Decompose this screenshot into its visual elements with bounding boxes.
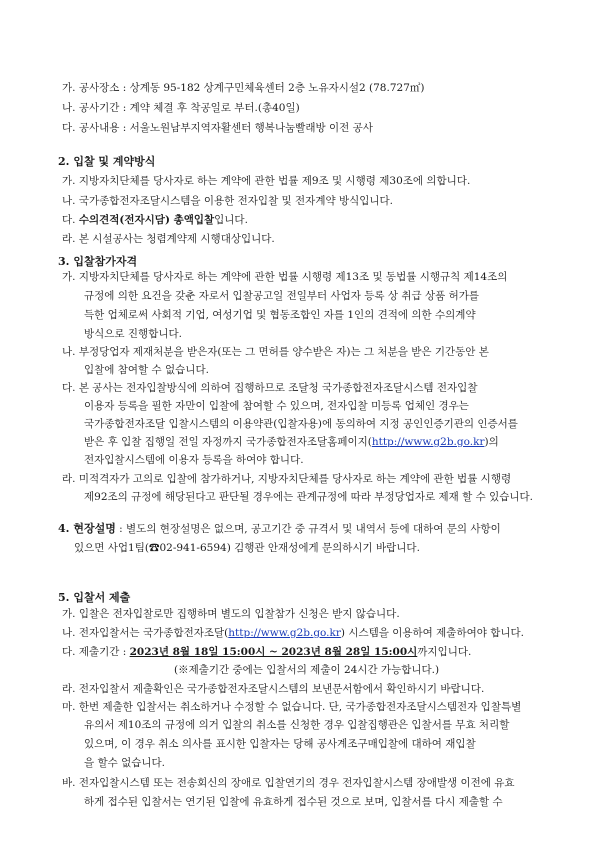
sec2-item-da	[62, 213, 248, 227]
bid-method-bold: 수의견적(전자시담) 총액입찰	[78, 214, 215, 226]
sec5-na-prefix: 나. 전자입찰서는 국가종합전자조달(	[62, 627, 229, 639]
sec2-da-prefix: 다.	[62, 214, 79, 226]
sec3-da-line1: 다. 본 공사는 전자입찰방식에 의하여 집행하므로 조달청 국가종합전자조달시스템 전자입찰	[62, 382, 478, 394]
sec3-da-line4	[84, 435, 499, 449]
sec5-na-suffix: ) 시스템을 이용하여 제출하여야 합니다.	[340, 627, 524, 639]
sec2-item-ga: 가. 지방자치단체를 당사자로 하는 계약에 관한 법률 제9조 및 시행령 제30조에 의합니다.	[62, 175, 471, 187]
sec3-na-line2: 입찰에 참여할 수 없습니다.	[84, 364, 209, 376]
sec5-ma-line3: 있으며, 이 경우 취소 의사를 표시한 입찰자는 당해 공사계조구매입찰에 대하여 재입찰	[84, 738, 476, 750]
sec3-ga-line2: 규정에 의한 요건을 갖춘 자로서 입찰공고일 전일부터 사업자 등록 상 취급 상품 허가를	[84, 290, 480, 302]
sec5-ba-line2: 하게 접수된 입찰서는 연기된 입찰에 유효하게 접수된 것으로 보며, 입찰서를 다시 제출할 수	[84, 796, 503, 808]
site-location: 가. 공사장소 : 상계동 95-182 상계구민체육센터 2층 노유자시설2 (78.727㎡)	[62, 82, 425, 94]
sec3-da4-suffix: )의	[484, 436, 499, 448]
sec5-item-da	[62, 645, 471, 659]
sec5-item-ra: 라. 전자입찰서 제출확인은 국가종합전자조달시스템의 보낸문서함에서 확인하시기 바랍니다.	[62, 683, 485, 695]
g2b-link-submit[interactable]: http://www.g2b.go.kr	[228, 627, 341, 639]
sec3-ga-line1: 가. 지방자치단체를 당사자로 하는 계약에 관한 법률 시행령 제13조 및 동법률 시행규칙 제14조의	[62, 271, 508, 283]
sec5-item-na	[62, 626, 524, 640]
sec3-ra-line2: 제92조의 규정에 해당된다고 판단될 경우에는 관계규정에 따라 부정당업자로 제재 할 수 있습니다.	[84, 491, 533, 503]
sec4-line1-text: : 별도의 현장설명은 없으며, 공고기간 중 규격서 및 내역서 등에 대하여 문의 사항이	[115, 523, 501, 535]
sec4-line2: 있으면 사업1팀(☎02-941-6594) 김행관 안재성에게 문의하시기 바랍니다.	[74, 542, 420, 554]
sec3-ga-line4: 방식으로 진행합니다.	[84, 328, 182, 340]
section-5-heading: 5. 입찰서 제출	[58, 591, 131, 604]
sec3-na-line1: 나. 부정당업자 제재처분을 받은자(또는 그 면허를 양수받은 자)는 그 처분을 받은 기간동안 본	[62, 346, 489, 358]
section-2-heading: 2. 입찰 및 계약방식	[58, 155, 156, 168]
sec2-item-ra: 라. 본 시설공사는 청렴계약제 시행대상입니다.	[62, 233, 275, 245]
section-4-heading: 4. 현장설명	[58, 522, 116, 535]
construction-content: 다. 공사내용 : 서울노원남부지역자활센터 행복나눔빨래방 이전 공사	[62, 122, 373, 134]
submission-period: 2023년 8월 18일 15:00시 ~ 2023년 8월 28일 15:00시	[129, 646, 418, 658]
sec5-ma-line4: 을 할수 없습니다.	[84, 757, 166, 769]
sec2-da-suffix: 입니다.	[214, 214, 248, 226]
sec2-item-na: 나. 국가종합전자조달시스템을 이용한 전자입찰 및 전자계약 방식입니다.	[62, 195, 393, 207]
sec5-da-suffix: 까지입니다.	[417, 646, 472, 658]
section-3-heading: 3. 입찰참가자격	[58, 255, 138, 268]
sec3-da-line5: 전자입찰시스템에 이용자 등록을 하여야 합니다.	[84, 454, 304, 466]
sec3-ga-line3: 득한 업체로써 사회적 기업, 여성기업 및 협동조합인 자를 1인의 견적에 의한 수의계약	[84, 309, 476, 321]
sec5-ba-line1: 바. 전자입찰시스템 또는 전송회신의 장애로 입찰연기의 경우 전자입찰시스템 장애발생 이전에 유효	[62, 777, 515, 789]
sec3-da4-prefix: 받은 후 입찰 집행일 전일 자정까지 국가종합전자조달홈페이지(	[84, 436, 372, 448]
sec5-da-prefix: 다. 제출기간 :	[62, 646, 130, 658]
sec5-ma-line2: 유의서 제10조의 규정에 의거 입찰의 취소를 신청한 경우 입찰집행관은 입찰서를 무효 처리할	[84, 719, 510, 731]
sec5-item-ga: 가. 입찰은 전자입찰로만 집행하며 별도의 입찰참가 신청은 받지 않습니다.	[62, 608, 400, 620]
sec4-line1	[58, 522, 501, 536]
sec5-ma-line1: 마. 한번 제출한 입찰서는 취소하거나 수정할 수 없습니다. 단, 국가종합전자조달시스템전자 입찰특별	[62, 701, 522, 713]
sec3-da-line3: 국가종합전자조달 입찰시스템의 이용약관(입찰자용)에 동의하여 지정 공인인증기관의 인증서를	[84, 418, 518, 430]
sec3-da-line2: 이용자 등록을 필한 자만이 입찰에 참여할 수 있으며, 전자입찰 미등록 업체인 경우는	[84, 400, 469, 412]
sec3-ra-line1: 라. 미적격자가 고의로 입찰에 참가하거나, 지방자치단체를 당사자로 하는 계약에 관한 법률 시행령	[62, 473, 512, 485]
construction-period: 나. 공사기간 : 계약 체결 후 착공일로 부터.(총40일)	[62, 102, 300, 114]
g2b-link[interactable]: http://www.g2b.go.kr	[371, 436, 485, 448]
submission-note: (※제출기간 중에는 입찰서의 제출이 24시간 가능합니다.)	[174, 664, 440, 676]
